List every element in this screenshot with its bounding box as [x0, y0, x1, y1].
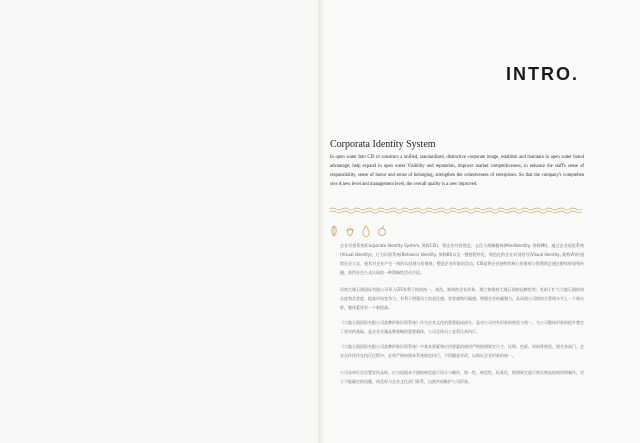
drop-icon — [360, 224, 372, 236]
cn-paragraph-1: 企业识别系统(Corporate Identity System, 简称CIS)，将企业经营理念、文化与战略精神(MindIdentity, 简称MI)，通过企业视觉系统(Visual Identity)、行为识别系统(Behavior Identity, 简称BI)以及一整套程序化、规范化的企业识别符号(Visual Identity, 简称VI)传递给社会大众，使其对企业产生一致的认同感与价值观，塑造企业形象的活动。CIS是将企业独特的核心价值观与管理理念通过整体规划和传播，获得社会公众认同的一种策略性活动手段。 — [340, 243, 584, 275]
leaf-icon — [328, 224, 340, 236]
wave-divider — [330, 207, 584, 215]
left-page — [0, 0, 318, 443]
english-paragraph: In open water Into CIS to construct a unified, standardized, distinctive corporate image, establish and maintain in open water brand advantage; help expand in open water Visibility and reputation, improve market competitiveness, to enhance the staff's sense of responsibility, sense of honor and sense of belonging, strengthen the cohesiveness of enterprises. So that the company's comprehen sive A new level and management level, the overall quality is a new improved. — [330, 155, 584, 187]
apple-icon — [376, 224, 388, 236]
section-heading: Corporata Identity System — [330, 139, 436, 150]
cn-paragraph-4: 《大地石润国际有限公司品牌形象识别系统》中基本要素和应用要素的使用严格按照规定尺寸、比例、色彩、材料等规范，相关各部门、企业合作伙伴在执行过程中，必须严格按照本系统规范执行，不得随意更改，以保证企业形象的统一。 — [340, 344, 584, 358]
icon-row — [328, 224, 388, 238]
intro-title: INTRO. — [506, 64, 579, 84]
cn-paragraph-3: 《大地石润国际有限公司品牌形象识别系统》作为企业文化的重要组成部分，是对公司对外形象的规范与统一，为公司整体形象的提升奠定了坚实的基础，是企业实施品牌战略的重要载体，公司全体员工必须认真执行。 — [340, 320, 584, 334]
cn-paragraph-2: 河南大地石润国际有限公司导入CIS有利于构筑统一、规范、鲜明的企业形象，建立和维持大地石润的品牌优势；有助于扩大大地石润的知名度和美誉度，提高市场竞争力；有利于增强员工的责任感、荣誉感和归属感，增强企业的凝聚力，从而使公司的综合管理水平上一个新台阶，整体素质有一个新提高。 — [340, 287, 584, 310]
cn-paragraph-5: 公司各单位在设置宣传品时，应当依据本手册的规范进行设计与制作，统一性、规范性、标准化，按照规定进行相关物品的使用和制作，对于不能确定的问题，请及时与企业文化部门联系，以便共同维护公司形象。 — [340, 370, 584, 384]
acorn-icon — [344, 224, 356, 236]
